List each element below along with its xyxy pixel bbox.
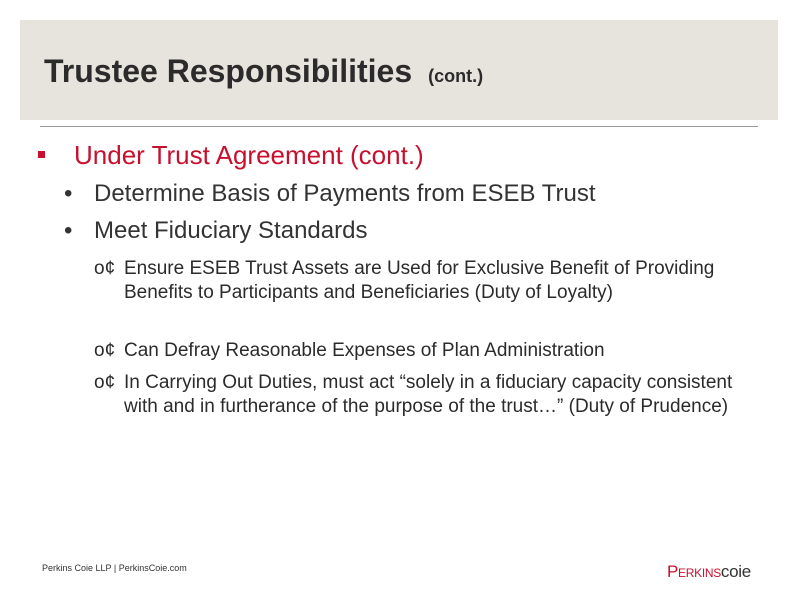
bullet-dot-icon: •	[64, 217, 73, 244]
bullet-marker: o¢	[94, 258, 116, 279]
title-suffix: (cont.)	[428, 66, 484, 86]
title-divider	[40, 126, 758, 127]
bullet-level3-item	[94, 257, 734, 305]
bullet-level2-text: Determine Basis of Payments from ESEB Trust	[94, 180, 596, 207]
bullet-marker: o¢	[94, 372, 116, 393]
bullet-level2-item	[64, 180, 596, 208]
bullet-marker: o¢	[94, 340, 116, 361]
bullet-level2-item	[64, 217, 367, 245]
bullet-dot-icon: •	[64, 180, 73, 207]
footer-text: Perkins Coie LLP | PerkinsCoie.com	[42, 563, 187, 573]
perkins-coie-logo	[667, 562, 751, 582]
bullet-level3-text: Can Defray Reasonable Expenses of Plan Administration	[124, 340, 605, 361]
square-bullet-icon	[38, 151, 45, 158]
bullet-level3-text: In Carrying Out Duties, must act “solely in a fiduciary capacity consistent with and in furtherance of the purpose of the trust…” (Duty of Prudence)	[124, 372, 733, 417]
slide-title	[44, 53, 483, 90]
logo-part1: Perkins	[667, 562, 721, 581]
bullet-level3-text: Ensure ESEB Trust Assets are Used for Exclusive Benefit of Providing Benefits to Participants and Beneficiaries (Duty of Loyalty)	[124, 258, 715, 303]
title-text: Trustee Responsibilities	[44, 53, 413, 89]
logo-part2: coie	[720, 562, 751, 581]
bullet-level3-item	[94, 371, 734, 419]
bullet-level1-text: Under Trust Agreement (cont.)	[74, 140, 424, 170]
bullet-level3-item	[94, 339, 734, 363]
bullet-level2-text: Meet Fiduciary Standards	[94, 217, 368, 244]
